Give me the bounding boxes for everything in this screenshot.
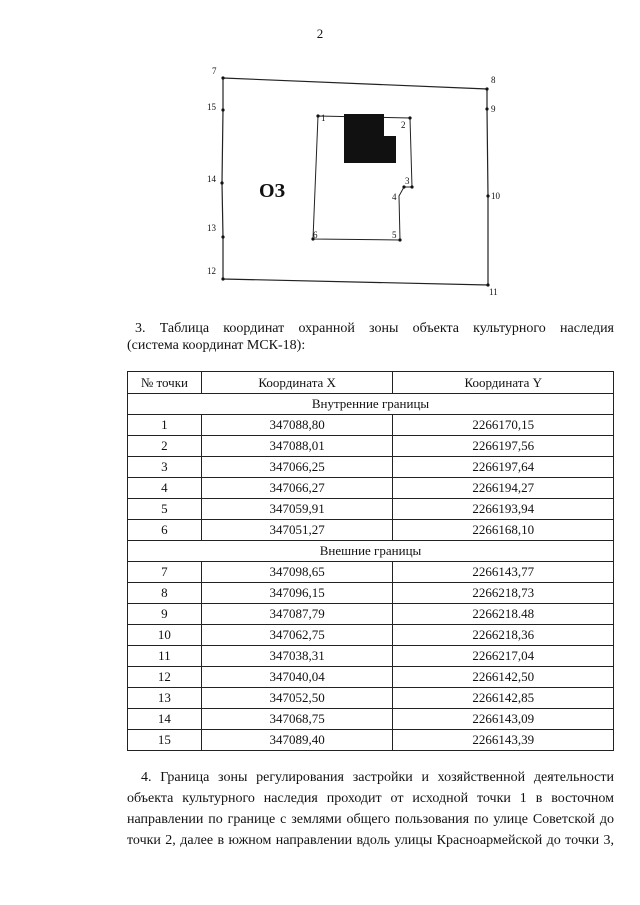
point-label-8: 8	[491, 75, 496, 85]
cell-coordinate-y: 2266217,04	[393, 646, 614, 667]
cell-coordinate-y: 2266197,56	[393, 436, 614, 457]
table-heading-line1: 3. Таблица координат охранной зоны объекта культурного наследия	[135, 321, 614, 336]
cell-coordinate-x: 347068,75	[201, 709, 393, 730]
section-title: Внутренние границы	[128, 394, 614, 415]
table-row	[128, 646, 614, 667]
coordinates-table-body	[128, 394, 614, 751]
table-row	[128, 436, 614, 457]
point-label-3: 3	[405, 176, 410, 186]
table-heading-line2: (система координат МСК-18):	[127, 338, 306, 353]
point-label-5: 5	[392, 230, 397, 240]
cell-coordinate-y: 2266142,50	[393, 667, 614, 688]
table-section-row	[128, 394, 614, 415]
cell-coordinate-y: 2266142,85	[393, 688, 614, 709]
point-label-7: 7	[212, 66, 217, 76]
table-row	[128, 688, 614, 709]
cell-coordinate-y: 2266143,77	[393, 562, 614, 583]
table-section-row	[128, 541, 614, 562]
paragraph-4	[127, 767, 614, 851]
cell-coordinate-y: 2266168,10	[393, 520, 614, 541]
building-footprint	[344, 114, 396, 163]
cell-point-number: 5	[128, 499, 202, 520]
cell-coordinate-y: 2266218.48	[393, 604, 614, 625]
cell-point-number: 11	[128, 646, 202, 667]
cell-point-number: 14	[128, 709, 202, 730]
point-label-14: 14	[207, 174, 216, 184]
cell-coordinate-x: 347066,25	[201, 457, 393, 478]
header-point-number: № точки	[128, 372, 202, 394]
cell-point-number: 1	[128, 415, 202, 436]
cell-point-number: 9	[128, 604, 202, 625]
cell-point-number: 7	[128, 562, 202, 583]
cell-point-number: 10	[128, 625, 202, 646]
cell-coordinate-x: 347089,40	[201, 730, 393, 751]
cell-point-number: 2	[128, 436, 202, 457]
cell-coordinate-x: 347096,15	[201, 583, 393, 604]
cell-coordinate-y: 2266218,73	[393, 583, 614, 604]
cell-coordinate-x: 347052,50	[201, 688, 393, 709]
table-row	[128, 709, 614, 730]
cell-point-number: 12	[128, 667, 202, 688]
paragraph-line: направлении по границе с землями общего пользования по улице Советской до	[127, 812, 614, 827]
table-row	[128, 667, 614, 688]
table-row	[128, 625, 614, 646]
cell-coordinate-x: 347051,27	[201, 520, 393, 541]
cell-coordinate-y: 2266193,94	[393, 499, 614, 520]
table-row	[128, 583, 614, 604]
paragraph-line: объекта культурного наследия проходит от исходной точки 1 в восточном	[127, 791, 614, 806]
zone-label: ОЗ	[259, 180, 286, 202]
table-row	[128, 730, 614, 751]
point-label-15: 15	[207, 102, 216, 112]
table-row	[128, 457, 614, 478]
cell-coordinate-y: 2266143,09	[393, 709, 614, 730]
cell-coordinate-x: 347087,79	[201, 604, 393, 625]
cell-point-number: 3	[128, 457, 202, 478]
point-label-6: 6	[313, 230, 318, 240]
coordinates-table	[127, 371, 614, 751]
cell-coordinate-x: 347062,75	[201, 625, 393, 646]
cell-coordinate-x: 347088,01	[201, 436, 393, 457]
table-row	[128, 499, 614, 520]
header-coordinate-x: Координата X	[201, 372, 393, 394]
point-label-4: 4	[392, 192, 397, 202]
header-coordinate-y: Координата Y	[393, 372, 614, 394]
cell-point-number: 15	[128, 730, 202, 751]
point-label-2: 2	[401, 120, 406, 130]
table-row	[128, 520, 614, 541]
cell-coordinate-y: 2266170,15	[393, 415, 614, 436]
point-label-1: 1	[321, 113, 326, 123]
cell-coordinate-x: 347059,91	[201, 499, 393, 520]
cell-coordinate-x: 347066,27	[201, 478, 393, 499]
boundary-map	[196, 60, 516, 295]
cell-coordinate-y: 2266143,39	[393, 730, 614, 751]
point-label-9: 9	[491, 104, 496, 114]
cell-point-number: 6	[128, 520, 202, 541]
cell-coordinate-y: 2266197,64	[393, 457, 614, 478]
cell-coordinate-x: 347040,04	[201, 667, 393, 688]
table-row	[128, 478, 614, 499]
cell-point-number: 13	[128, 688, 202, 709]
point-label-11: 11	[489, 287, 498, 295]
table-row	[128, 562, 614, 583]
table-row	[128, 604, 614, 625]
paragraph-line: 4. Граница зоны регулирования застройки и хозяйственной деятельности	[141, 770, 614, 785]
paragraph-line: точки 2, далее в южном направлении вдоль улицы Красноармейской до точки 3,	[127, 833, 614, 848]
cell-coordinate-x: 347088,80	[201, 415, 393, 436]
cell-coordinate-x: 347038,31	[201, 646, 393, 667]
point-label-12: 12	[207, 266, 216, 276]
cell-coordinate-x: 347098,65	[201, 562, 393, 583]
cell-point-number: 4	[128, 478, 202, 499]
section-title: Внешние границы	[128, 541, 614, 562]
cell-point-number: 8	[128, 583, 202, 604]
point-label-13: 13	[207, 223, 216, 233]
table-heading	[127, 320, 614, 354]
table-header-row	[128, 372, 614, 394]
page-number: 2	[316, 26, 324, 41]
cell-coordinate-y: 2266194,27	[393, 478, 614, 499]
cell-coordinate-y: 2266218,36	[393, 625, 614, 646]
point-label-10: 10	[491, 191, 500, 201]
table-row	[128, 415, 614, 436]
